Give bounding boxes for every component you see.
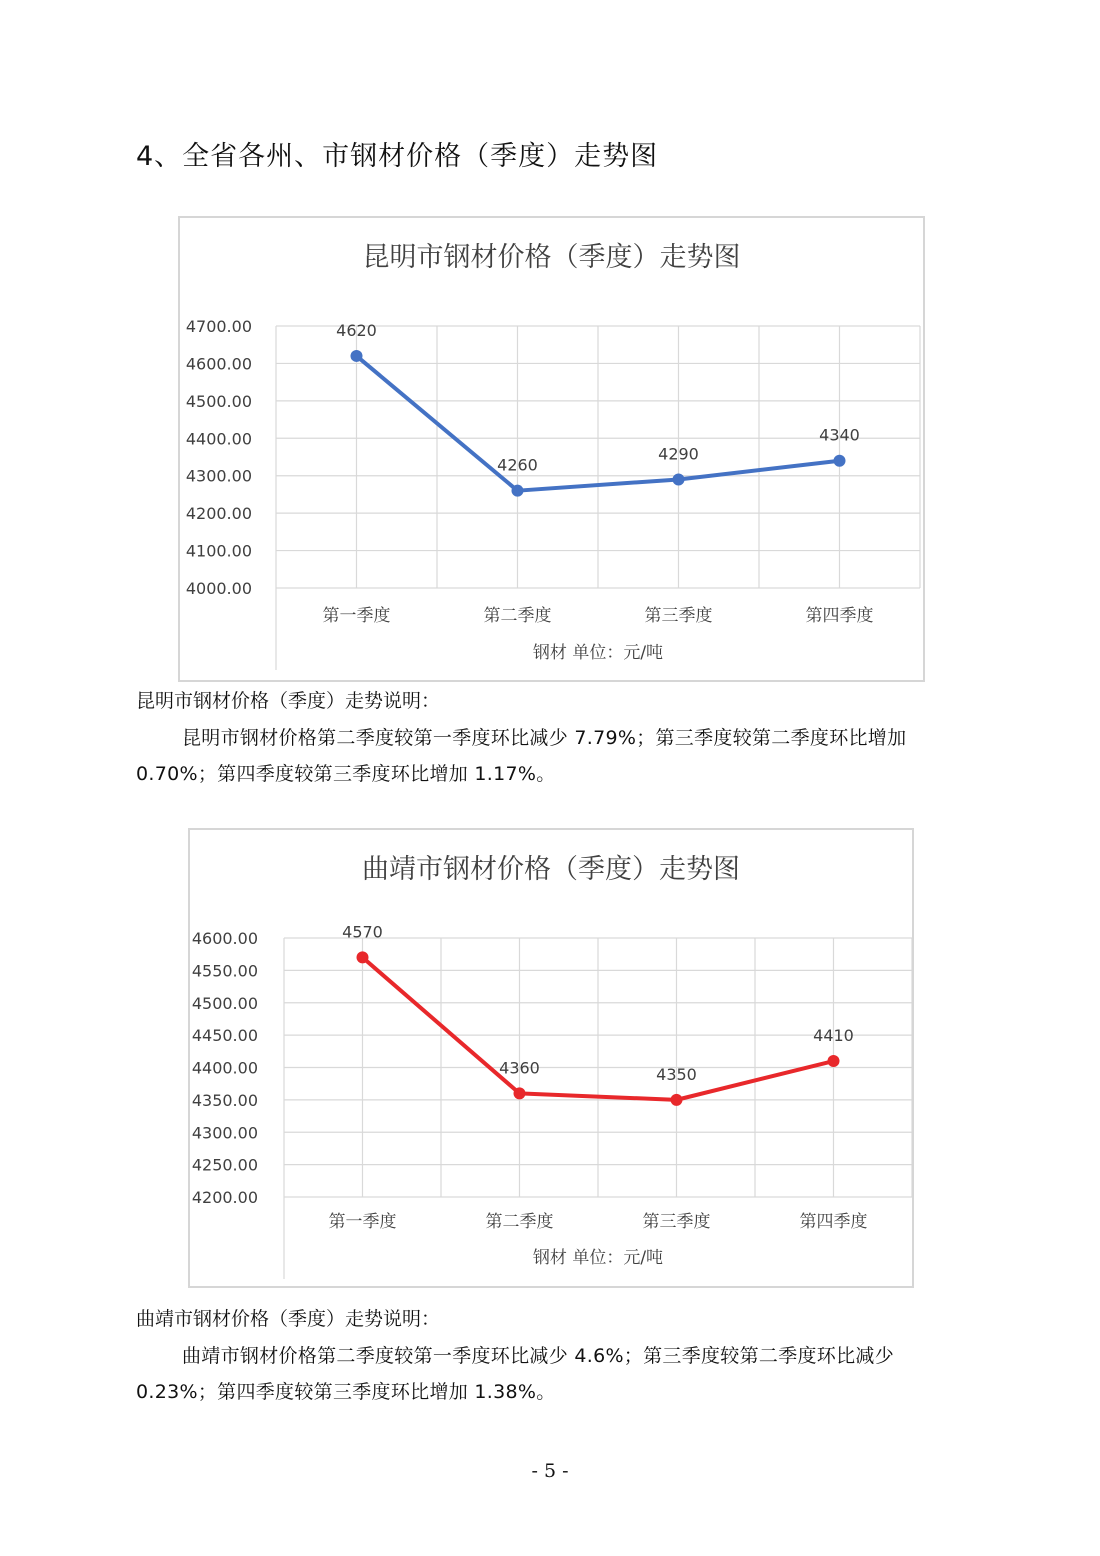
y-tick-label: 4700.00 xyxy=(185,317,252,336)
x-category-label: 第四季度 xyxy=(805,606,874,626)
data-label: 4570 xyxy=(342,922,383,942)
data-point xyxy=(673,473,685,485)
y-tick-label: 4200.00 xyxy=(191,1188,258,1207)
x-category-label: 第三季度 xyxy=(644,606,713,626)
qujing-chart xyxy=(188,828,914,1288)
qujing-description: 曲靖市钢材价格第二季度较第一季度环比减少 4.6%；第三季度较第二季度环比减少 0.23%；第四季度较第三季度环比增加 1.38%。 xyxy=(136,1345,895,1403)
chart-title: 昆明市钢材价格（季度）走势图 xyxy=(362,242,741,273)
data-label: 4260 xyxy=(497,455,538,475)
x-category-label: 第二季度 xyxy=(483,606,552,626)
data-label: 4620 xyxy=(336,320,377,340)
y-tick-label: 4400.00 xyxy=(185,429,252,449)
page-number: - 5 - xyxy=(531,1460,569,1482)
section-title: 4、全省各州、市钢材价格（季度）走势图 xyxy=(136,141,659,172)
y-tick-label: 4300.00 xyxy=(191,1123,258,1143)
y-tick-label: 4400.00 xyxy=(191,1058,258,1078)
data-point xyxy=(828,1055,840,1067)
data-label: 4340 xyxy=(819,425,860,445)
x-category-label: 第三季度 xyxy=(642,1212,711,1232)
data-point xyxy=(514,1087,526,1099)
kunming-chart xyxy=(178,216,925,682)
data-label: 4350 xyxy=(656,1064,697,1084)
qujing-chart-svg xyxy=(190,830,912,1286)
kunming-caption: 昆明市钢材价格（季度）走势说明： xyxy=(136,690,441,712)
data-label: 4290 xyxy=(658,444,699,464)
kunming-chart-svg xyxy=(180,218,923,680)
y-tick-label: 4350.00 xyxy=(191,1090,258,1110)
data-point xyxy=(671,1094,683,1106)
y-tick-label: 4250.00 xyxy=(191,1155,258,1175)
kunming-description: 昆明市钢材价格第二季度较第一季度环比减少 7.79%；第三季度较第二季度环比增加 0.70%；第四季度较第三季度环比增加 1.17%。 xyxy=(136,727,907,785)
x-axis-title: 钢材 单位：元/吨 xyxy=(532,1248,664,1268)
y-tick-label: 4550.00 xyxy=(191,961,258,981)
y-tick-label: 4300.00 xyxy=(185,466,252,486)
x-category-label: 第二季度 xyxy=(485,1212,554,1232)
data-label: 4360 xyxy=(499,1058,540,1078)
data-point xyxy=(351,350,363,362)
x-axis-title: 钢材 单位：元/吨 xyxy=(532,643,664,663)
y-tick-label: 4500.00 xyxy=(191,993,258,1013)
data-point xyxy=(834,455,846,467)
x-category-label: 第一季度 xyxy=(328,1212,397,1232)
chart-title: 曲靖市钢材价格（季度）走势图 xyxy=(362,854,740,885)
y-tick-label: 4450.00 xyxy=(191,1026,258,1046)
y-tick-label: 4200.00 xyxy=(185,504,252,524)
data-label: 4410 xyxy=(813,1026,854,1046)
data-point xyxy=(512,485,524,497)
qujing-caption: 曲靖市钢材价格（季度）走势说明： xyxy=(136,1308,441,1330)
y-tick-label: 4500.00 xyxy=(185,391,252,411)
y-tick-label: 4600.00 xyxy=(185,354,252,374)
y-tick-label: 4100.00 xyxy=(185,541,252,561)
x-category-label: 第一季度 xyxy=(322,606,391,626)
y-tick-label: 4600.00 xyxy=(191,929,258,948)
y-tick-label: 4000.00 xyxy=(185,579,252,598)
data-point xyxy=(357,951,369,963)
x-category-label: 第四季度 xyxy=(799,1212,868,1232)
